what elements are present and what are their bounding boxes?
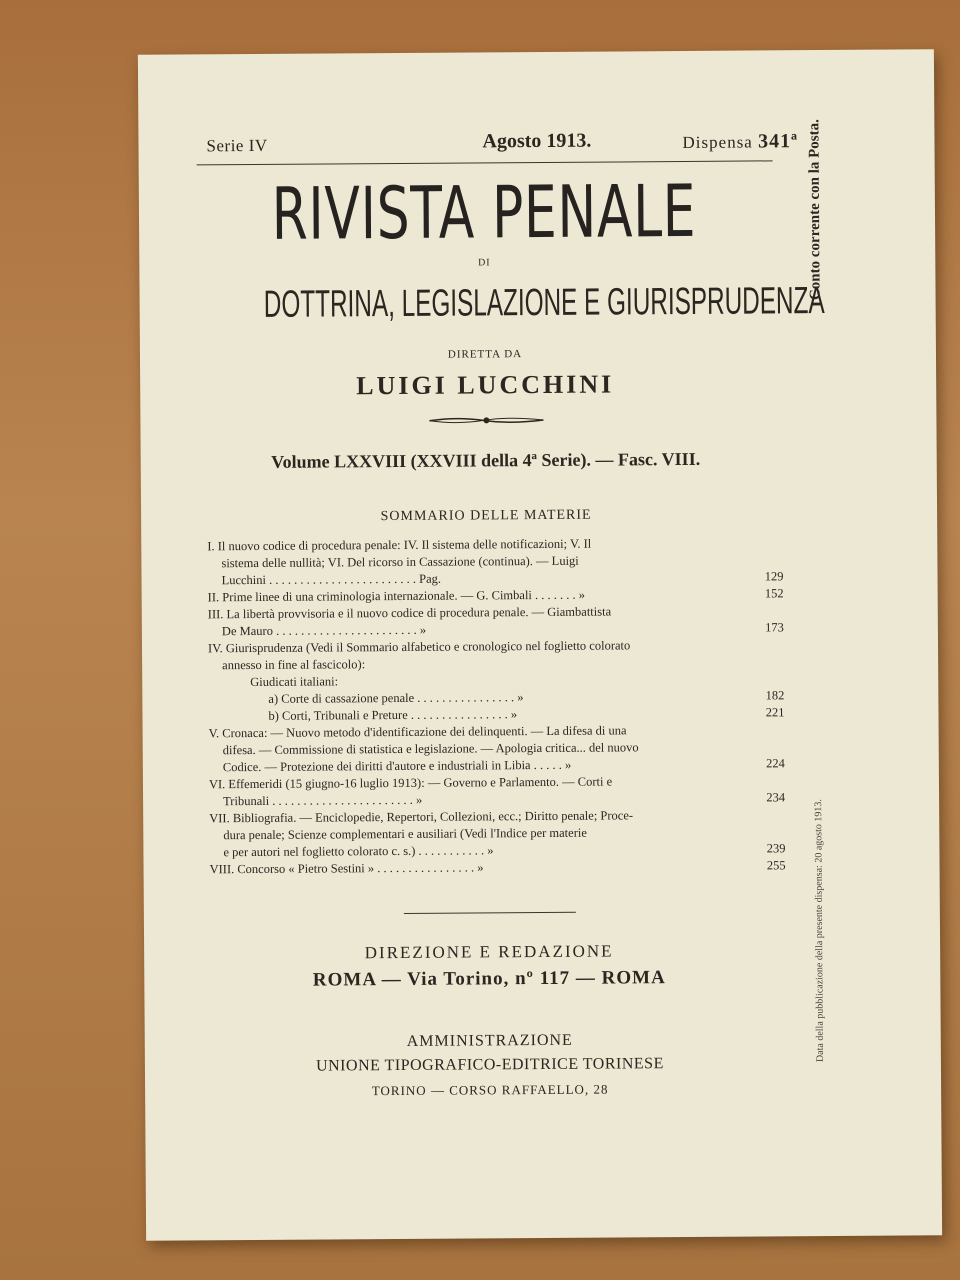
toc-entry-text: Giudicati italiani: bbox=[250, 674, 339, 690]
toc-entry-text: VI. Effemeridi (15 giugno-16 luglio 1913): — Governo e Parlamento. — Corti e bbox=[208, 774, 613, 792]
footer-rule bbox=[404, 912, 576, 914]
toc-page-number: 221 bbox=[762, 704, 785, 721]
toc-entry bbox=[210, 857, 786, 878]
toc-entry-text: VIII. Concorso « Pietro Sestini » . . . . . . . . . . . . . . . . » bbox=[209, 860, 484, 877]
dispensa-number: 341ª bbox=[757, 130, 799, 153]
dispensa-text: Dispensa bbox=[682, 132, 753, 152]
toc-entry-text: VII. Bibliografia. — Enciclopedie, Repertori, Collezioni, ecc.; Diritto penale; Proce- bbox=[209, 808, 634, 826]
toc-page-number: 234 bbox=[762, 789, 785, 806]
volume-line: Volume LXXVIII (XXVIII della 4ª Serie). — Fasc. VIII. bbox=[271, 448, 701, 472]
toc-page-number: 255 bbox=[763, 857, 786, 874]
toc-entry-text: Codice. — Protezione dei diritti d'autore e industriali in Libia . . . . . » bbox=[222, 757, 572, 775]
toc-page-number: 182 bbox=[762, 687, 785, 704]
publisher-name: UNIONE TIPOGRAFICO-EDITRICE TORINESE bbox=[315, 1055, 664, 1075]
direzione-label: DIREZIONE E REDAZIONE bbox=[364, 941, 614, 963]
toc-entry-text: II. Prime linee di una criminologia internazionale. — G. Cimbali . . . . . . . » bbox=[207, 587, 586, 605]
toc-entry-text: III. La libertà provvisoria e il nuovo codice di procedura penale. — Giambattista bbox=[207, 604, 612, 622]
toc-page-number: 224 bbox=[762, 755, 785, 772]
ornament-divider bbox=[427, 414, 545, 427]
toc-entry-text: a) Corte di cassazione penale . . . . . . . . . . . . . . . . » bbox=[268, 690, 524, 706]
sommario-title: SOMMARIO DELLE MATERIE bbox=[380, 507, 592, 525]
toc-entry-text: Tribunali . . . . . . . . . . . . . . . . . . . . . . . » bbox=[223, 792, 423, 809]
toc-page-number: 152 bbox=[761, 585, 784, 602]
journal-cover bbox=[138, 49, 942, 1241]
serie-label: Serie IV bbox=[206, 135, 268, 156]
roma-address: ROMA — Via Torino, nº 117 — ROMA bbox=[312, 967, 666, 991]
table-of-contents bbox=[207, 534, 785, 878]
journal-subtitle: DOTTRINA, LEGISLAZIONE E GIURISPRUDENZA bbox=[263, 280, 825, 326]
issue-date: Agosto 1913. bbox=[482, 129, 592, 153]
toc-page-number: 173 bbox=[761, 619, 784, 636]
toc-entry-text: De Mauro . . . . . . . . . . . . . . . . . . . . . . . » bbox=[221, 622, 427, 639]
toc-entry-text: Lucchini . . . . . . . . . . . . . . . . . . . . . . . . Pag. bbox=[221, 571, 442, 588]
cover-header bbox=[204, 128, 799, 162]
dispensa-label bbox=[682, 130, 798, 154]
director-name: LUIGI LUCCHINI bbox=[356, 369, 615, 401]
toc-entry-text: e per autori nel foglietto colorato c. s.) . . . . . . . . . . . » bbox=[223, 843, 494, 860]
journal-title: RIVISTA PENALE bbox=[271, 168, 697, 256]
toc-page-number: 239 bbox=[763, 840, 786, 857]
toc-entry-text: V. Cronaca: — Nuovo metodo d'identificazione dei delinquenti. — La difesa di una bbox=[208, 723, 627, 741]
diretta-da-label: DIRETTA DA bbox=[447, 348, 523, 361]
toc-entry-text: I. Il nuovo codice di procedura penale: IV. Il sistema delle notificazioni; V. Il bbox=[207, 536, 592, 554]
toc-entry-text: difesa. — Commissione di statistica e legislazione. — Apologia critica... del nuovo bbox=[222, 740, 639, 758]
amministrazione-label: AMMINISTRAZIONE bbox=[406, 1031, 573, 1050]
toc-entry-text: sistema delle nullità; VI. Del ricorso in Cassazione (continua). — Luigi bbox=[221, 553, 579, 571]
toc-entry-text: IV. Giurisprudenza (Vedi il Sommario alfabetico e cronologico nel foglietto colorato bbox=[207, 638, 631, 656]
toc-entry-text: annesso in fine al fascicolo): bbox=[222, 657, 366, 673]
toc-page-number: 129 bbox=[761, 568, 784, 585]
toc-entry-text: b) Corti, Tribunali e Preture . . . . . . . . . . . . . . . . » bbox=[268, 707, 518, 723]
publisher-address: TORINO — CORSO RAFFAELLO, 28 bbox=[371, 1081, 609, 1099]
side-note-publication-date: Data della pubblicazione della presente dispensa: 20 agosto 1913. bbox=[813, 799, 826, 1063]
side-note-conto: Conto corrente con la Posta. bbox=[806, 119, 824, 301]
title-connector: DI bbox=[478, 257, 491, 269]
toc-entry-text: dura penale; Scienze complementari e ausiliari (Vedi l'Indice per materie bbox=[223, 825, 587, 843]
